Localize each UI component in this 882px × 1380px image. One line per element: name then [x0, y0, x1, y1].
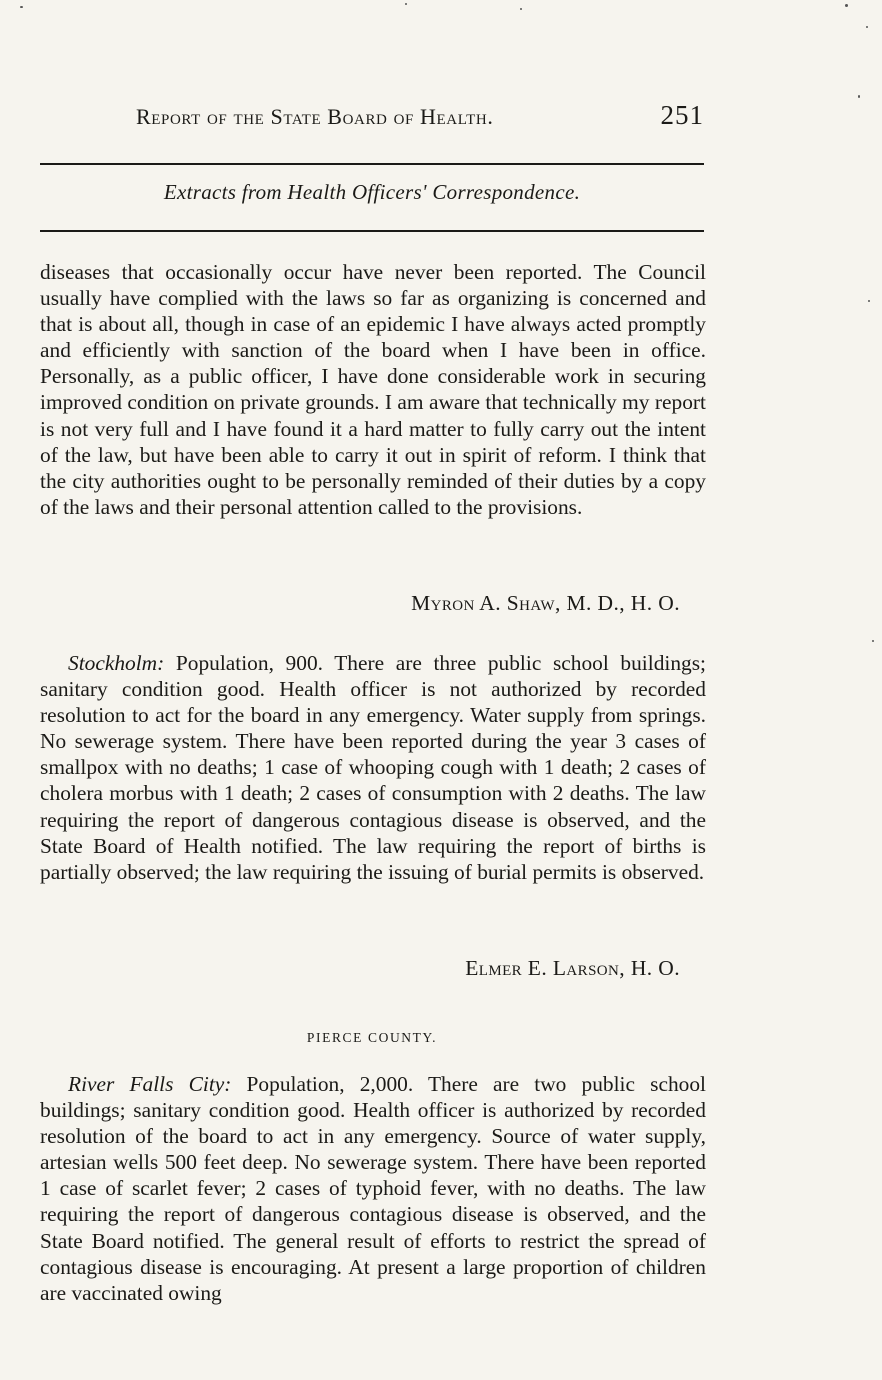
- header-rule-top: [40, 163, 704, 165]
- print-speckle: [868, 300, 870, 302]
- print-speckle: [866, 26, 868, 28]
- header-rule-bottom: [40, 230, 704, 232]
- print-speckle: [520, 8, 522, 10]
- river-falls-paragraph: [40, 1071, 706, 1306]
- river-falls-text: Population, 2,000. There are two public school buildings; sanitary condition good. Health officer is authorized by recorded resolution of the board to act in any emergency. Source of water supply, artesian wells 500 feet deep. No sewerage system. There have been reported 1 case of scarlet fever; 2 cases of typhoid fever, with no deaths. The law requiring the report of dangerous contagious disease is observed, and the State Board notified. The general result of efforts to restrict the spread of contagious disease is encouraging. At present a large proportion of children are vaccinated owing: [40, 1072, 706, 1305]
- print-speckle: [845, 4, 848, 7]
- place-name-river-falls: River Falls City:: [68, 1072, 232, 1096]
- print-speckle: [858, 95, 860, 98]
- county-heading: PIERCE COUNTY.: [306, 1030, 438, 1045]
- running-head: [40, 100, 704, 140]
- section-title: Extracts from Health Officers' Correspondence.: [163, 180, 581, 204]
- signature-larson: Elmer E. Larson, H. O.: [465, 956, 680, 980]
- continuation-text: diseases that occasionally occur have never been reported. The Council usually have complied with the laws so far as organizing is concerned and that is about all, though in case of an epidemic I have always acted promptly and efficiently with sanction of the board when I have been in office. Personally, as a public officer, I have done considerable work in securing improved condition on private grounds. I am aware that technically my report is not very full and I have found it a hard matter to fully carry out the intent of the law, but have been able to carry it out in spirit of reform. I think that the city authorities ought to be personally reminded of their duties by a copy of the laws and their personal attention called to the provisions.: [40, 260, 706, 519]
- signature-shaw: Myron A. Shaw, M. D., H. O.: [411, 591, 680, 615]
- page-number: 251: [660, 100, 704, 130]
- place-name-stockholm: Stockholm:: [68, 651, 165, 675]
- stockholm-text: Population, 900. There are three public school buildings; sanitary condition good. Health officer is not authorized by recorded resolution to act for the board in any emergency. Water supply from springs. No sewerage system. There have been reported during the year 3 cases of smallpox with no deaths; 1 case of whooping cough with 1 death; 2 cases of cholera morbus with 1 death; 2 cases of consumption with 2 deaths. The law requiring the report of dangerous contagious disease is observed, and the State Board of Health notified. The law requiring the report of births is partially observed; the law requiring the issuing of burial permits is observed.: [40, 651, 706, 884]
- running-title: Report of the State Board of Health.: [136, 104, 494, 129]
- continuation-paragraph: [40, 259, 706, 520]
- print-speckle: [20, 6, 23, 8]
- stockholm-paragraph: [40, 650, 706, 885]
- print-speckle: [872, 640, 874, 642]
- print-speckle: [405, 3, 407, 5]
